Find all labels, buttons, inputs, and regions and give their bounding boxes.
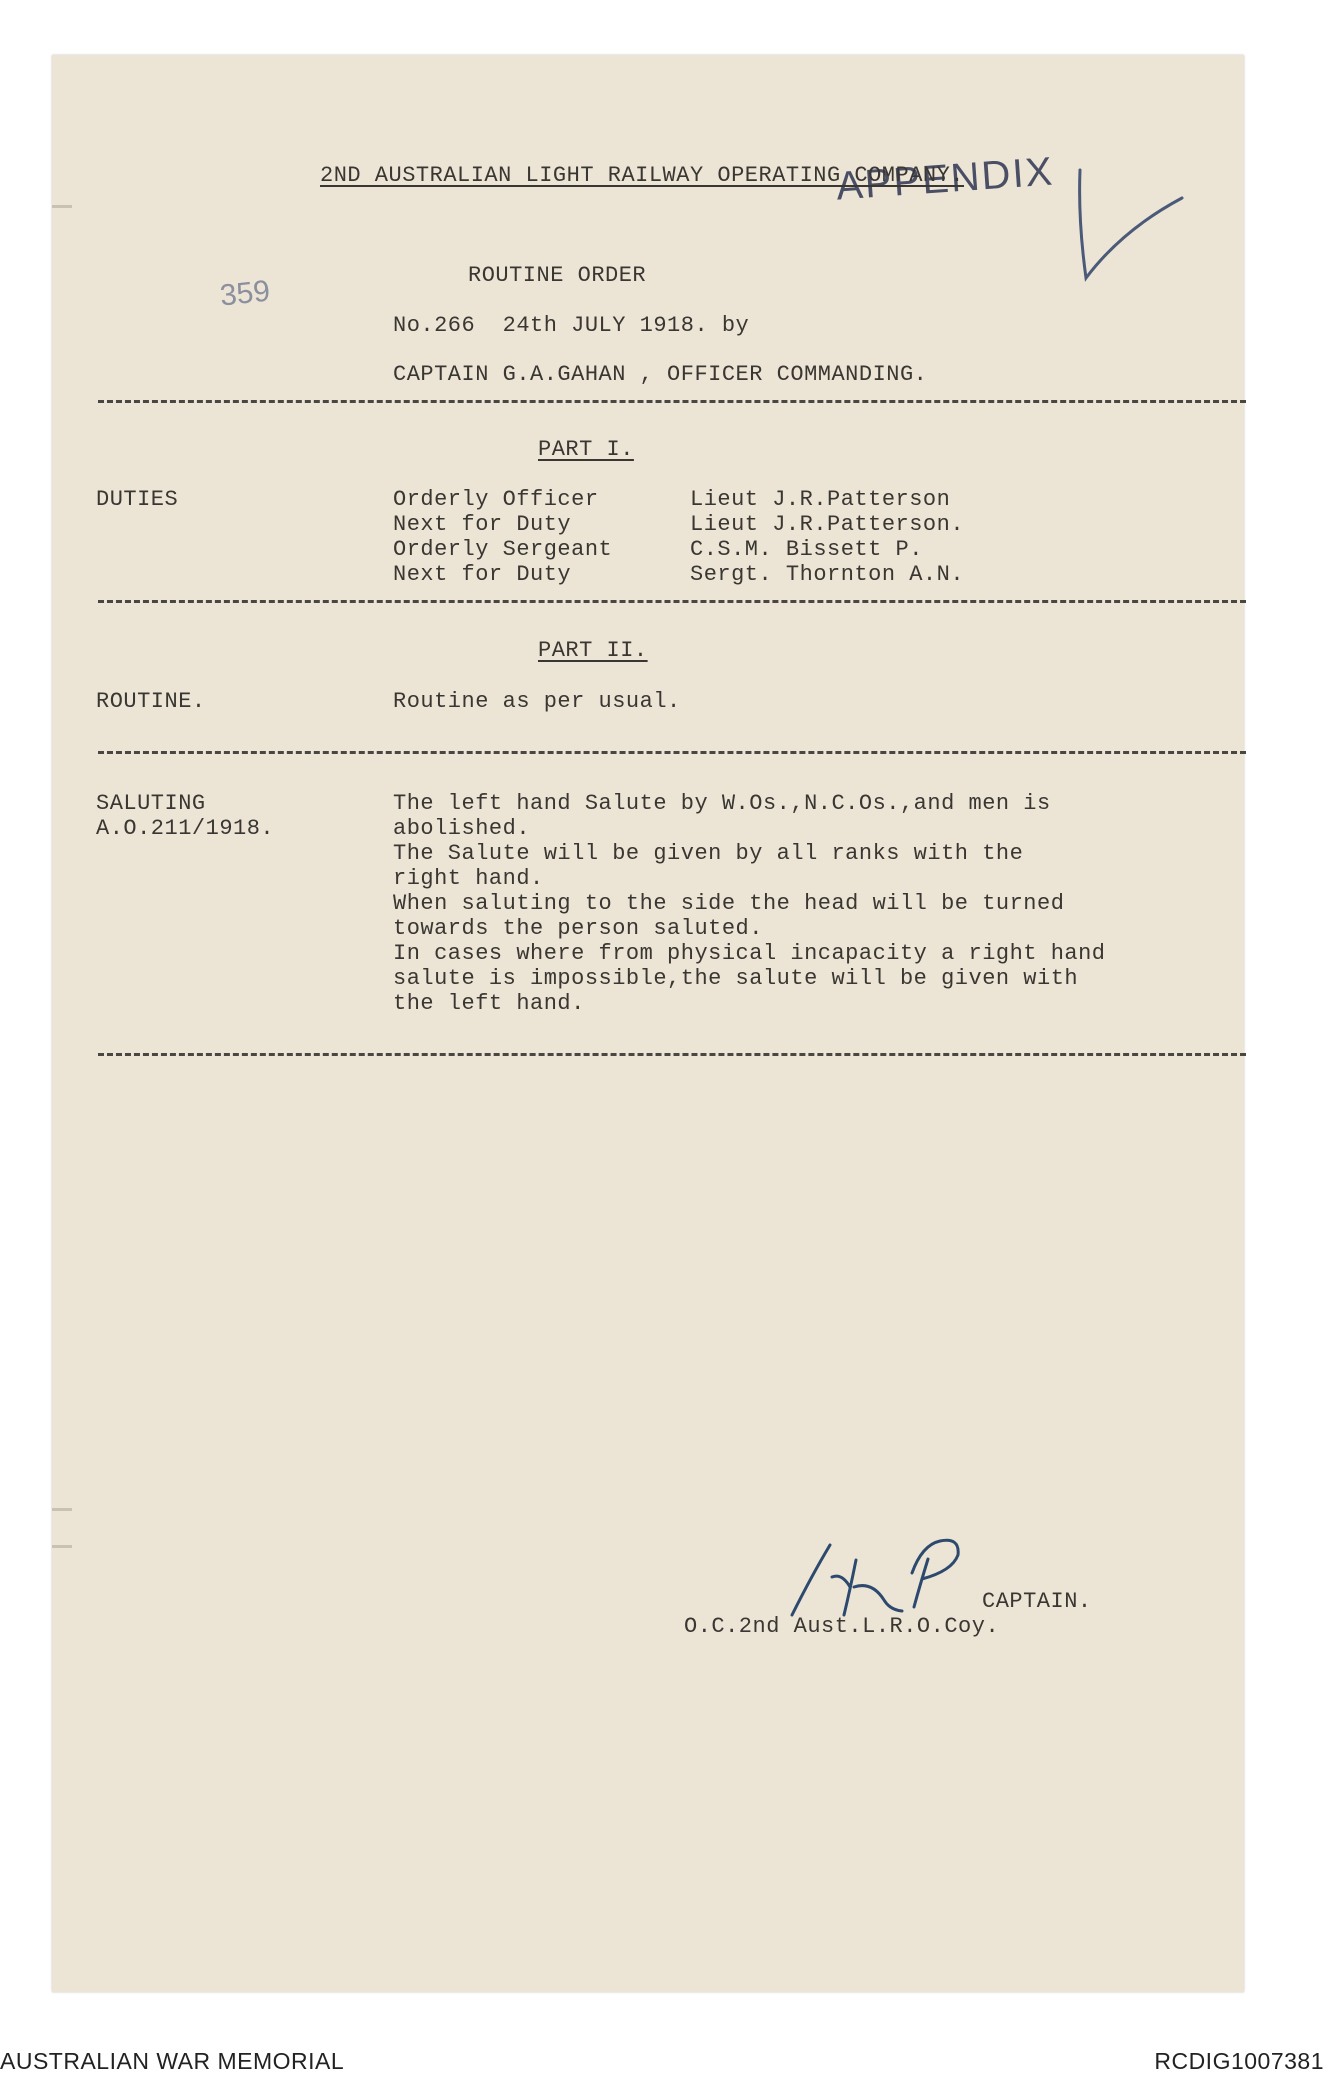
appendix-stamp: APPENDIX — [834, 149, 1056, 209]
duty-name: C.S.M. Bissett P. — [690, 537, 923, 562]
order-number-date: No.266 24th JULY 1918. by — [393, 313, 750, 338]
saluting-reference: A.O.211/1918. — [96, 816, 275, 841]
saluting-label: SALUTING — [96, 791, 206, 816]
punch-hole — [52, 1508, 72, 1511]
footer-id: RCDIG1007381 — [1154, 2048, 1324, 2074]
saluting-text-line: salute is impossible,the salute will be given with — [393, 966, 1079, 991]
saluting-text-line: towards the person saluted. — [393, 916, 763, 941]
saluting-text-line: The Salute will be given by all ranks with the — [393, 841, 1024, 866]
signature-rank: CAPTAIN. — [982, 1589, 1092, 1614]
duties-label: DUTIES — [96, 487, 179, 512]
commander-line: CAPTAIN G.A.GAHAN , OFFICER COMMANDING. — [393, 362, 928, 387]
saluting-text-line: In cases where from physical incapacity a right hand — [393, 941, 1106, 966]
duty-role: Next for Duty — [393, 512, 572, 537]
saluting-text-line: abolished. — [393, 816, 531, 841]
divider — [98, 751, 1246, 754]
routine-label: ROUTINE. — [96, 689, 206, 714]
routine-text: Routine as per usual. — [393, 689, 681, 714]
duty-name: Lieut J.R.Patterson — [690, 487, 951, 512]
duty-role: Orderly Officer — [393, 487, 599, 512]
footer-source: AUSTRALIAN WAR MEMORIAL — [0, 2048, 345, 2074]
saluting-text-line: right hand. — [393, 866, 544, 891]
saluting-text-line: When saluting to the side the head will be turned — [393, 891, 1065, 916]
duty-role: Orderly Sergeant — [393, 537, 613, 562]
duty-role: Next for Duty — [393, 562, 572, 587]
saluting-text-line: the left hand. — [393, 991, 585, 1016]
folio-number: 359 — [218, 274, 272, 313]
document-sheet — [52, 55, 1244, 1992]
tick-mark — [1012, 110, 1192, 290]
duty-name: Sergt. Thornton A.N. — [690, 562, 965, 587]
punch-hole — [52, 1545, 72, 1548]
divider — [98, 1053, 1246, 1056]
part1-heading: PART I. — [538, 437, 634, 462]
duty-name: Lieut J.R.Patterson. — [690, 512, 965, 537]
saluting-text-line: The left hand Salute by W.Os.,N.C.Os.,and men is — [393, 791, 1051, 816]
divider — [98, 400, 1246, 403]
signature-unit: O.C.2nd Aust.L.R.O.Coy. — [684, 1614, 1000, 1639]
divider — [98, 600, 1246, 603]
punch-hole — [52, 205, 72, 208]
order-title: ROUTINE ORDER — [468, 263, 647, 288]
company-heading: 2ND AUSTRALIAN LIGHT RAILWAY OPERATING COMPANY. — [320, 163, 965, 188]
part2-heading: PART II. — [538, 638, 648, 663]
